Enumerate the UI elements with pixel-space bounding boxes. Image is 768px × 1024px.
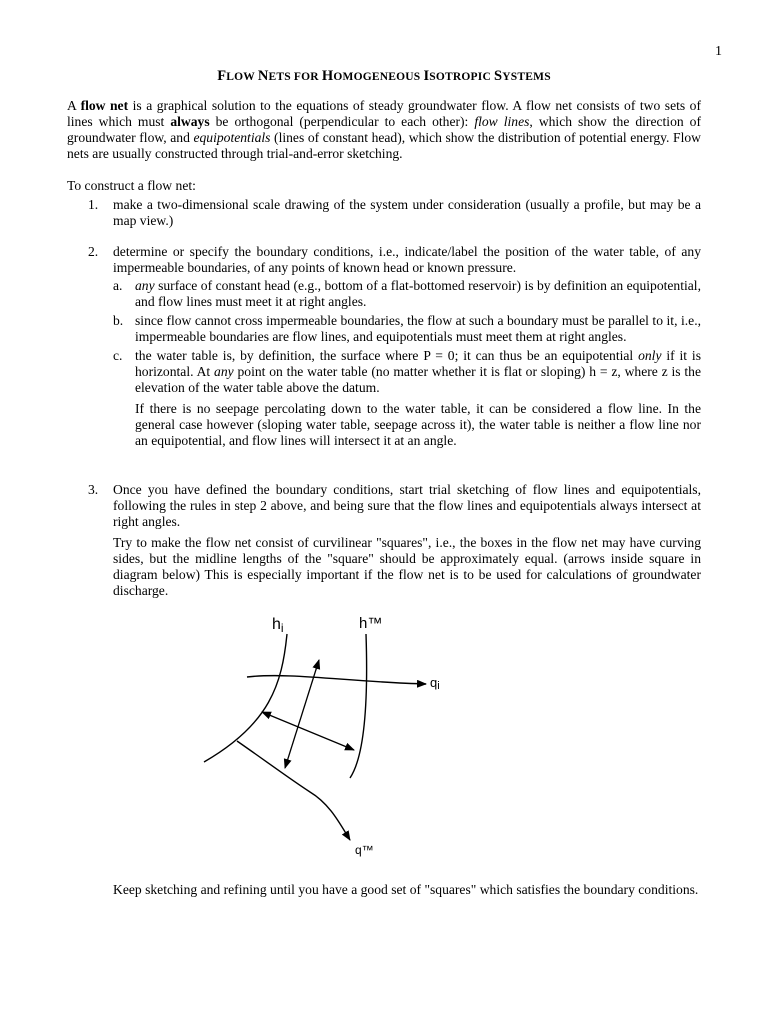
intro-paragraph	[67, 98, 701, 162]
page-title	[0, 68, 768, 85]
intro-text: be orthogonal (perpendicular to each other):	[209, 114, 475, 129]
title-cap: N	[257, 68, 269, 84]
equipotential-line	[204, 634, 287, 762]
label-qi: qi	[430, 675, 440, 692]
title-text: SOTROPIC	[429, 71, 495, 83]
step-text: make a two-dimensional scale drawing of the system under consideration (usually a profile, but may be a map view.)	[113, 197, 701, 228]
sub-text: surface of constant head (e.g., bottom of a flat-bottomed reservoir) is by definition an equipotential, and flow lines must meet it at right angles.	[135, 278, 701, 309]
title-cap: I	[423, 68, 430, 84]
intro-bold-term: always	[170, 114, 210, 129]
intro-text: , which show the direction of groundwater flow, and	[67, 114, 701, 145]
intro-text: is a graphical solution to the equations of steady groundwater flow. A flow net consists of two sets of lines which must	[67, 98, 701, 129]
step-1	[67, 197, 701, 229]
midline-arrow	[262, 712, 354, 750]
label-qtm: q™	[355, 843, 374, 857]
sub-italic: any	[214, 364, 234, 379]
title-text: YSTEMS	[502, 71, 551, 83]
flow-net-diagram	[190, 604, 470, 864]
step-number: 2.	[88, 244, 99, 259]
flow-line	[247, 676, 426, 684]
sub-item-b	[113, 313, 701, 345]
intro-italic-term: equipotentials	[193, 130, 271, 145]
title-text: OMOGENEOUS	[333, 71, 424, 83]
intro-bold-term: flow net	[80, 98, 129, 113]
intro-italic-term: flow lines	[474, 114, 530, 129]
intro-text: A	[67, 98, 81, 113]
step-text: determine or specify the boundary conditions, i.e., indicate/label the position of the water table, of any impermeable boundaries, of any points of known head or known pressure.	[113, 244, 701, 275]
page-number: 1	[715, 44, 722, 59]
equipotential-line	[350, 634, 367, 778]
sub-text: the water table is, by definition, the surface where P = 0; it can thus be an equipotential	[135, 348, 639, 363]
step-3	[67, 482, 701, 599]
sub-letter: b.	[113, 313, 124, 328]
sub-text: if it is horizontal. At	[135, 348, 701, 379]
label-hi: hi	[272, 616, 284, 635]
closing-paragraph: Keep sketching and refining until you have a good set of "squares" which satisfies the boundary conditions.	[113, 882, 699, 897]
sub-text: point on the water table (no matter whether it is flat or sloping) h = z, where z is the elevation of the water table above the datum.	[135, 364, 701, 395]
label-htm: h™	[359, 615, 383, 632]
water-table-note: If there is no seepage percolating down to the water table, it can be considered a flow line. In the general case however (sloping water table, seepage across it), the water table is neither a flow line nor an equipotential, and flow lines will intersect it at an angle.	[135, 401, 701, 448]
sub-item-a	[113, 278, 701, 310]
sub-italic: only	[638, 348, 662, 363]
step-2	[67, 244, 701, 452]
title-text: LOW	[226, 71, 258, 83]
sub-item-c	[113, 348, 701, 449]
title-text: ETS FOR	[268, 71, 322, 83]
title-cap: S	[494, 68, 503, 84]
flow-line	[237, 741, 350, 840]
construct-heading: To construct a flow net:	[67, 178, 196, 193]
title-cap: F	[217, 68, 227, 84]
intro-text: (lines of constant head), which show the distribution of potential energy. Flow nets are usually constructed through trial-and-error sketching.	[67, 130, 701, 161]
step-number: 1.	[88, 197, 99, 212]
sub-italic: any	[135, 278, 155, 293]
step-number: 3.	[88, 482, 99, 497]
step-text: Once you have defined the boundary conditions, start trial sketching of flow lines and equipotentials, following the rules in step 2 above, and being sure that the flow lines and equipotentials always intersect at right angles.	[113, 482, 701, 529]
sub-letter: c.	[113, 348, 123, 363]
sub-text: since flow cannot cross impermeable boundaries, the flow at such a boundary must be parallel to it, i.e., impermeable boundaries are flow lines, and equipotentials must meet them at right angles.	[135, 313, 701, 344]
step-extra-text: Try to make the flow net consist of curvilinear "squares", i.e., the boxes in the flow net may have curving sides, but the midline lengths of the "square" should be approximately equal. (arrows inside square in diagram below) This is especially important if the flow net is to be used for calculations of groundwater discharge.	[113, 535, 701, 598]
sub-letter: a.	[113, 278, 123, 293]
title-cap: H	[321, 68, 334, 84]
